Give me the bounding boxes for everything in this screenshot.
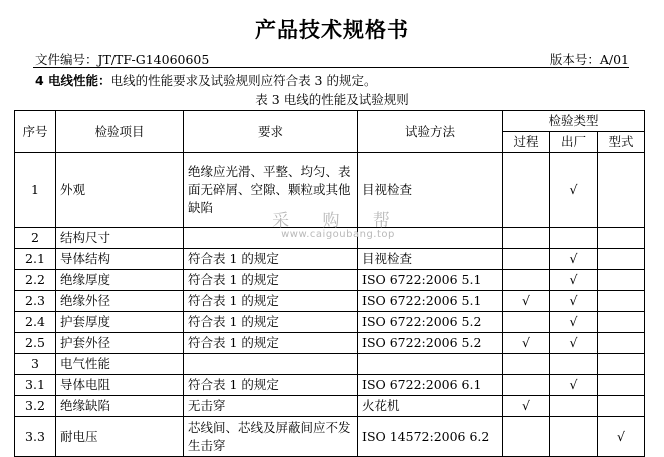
cell-seq: 3.1 xyxy=(15,375,56,396)
header-seq: 序号 xyxy=(15,111,56,153)
cell-item: 电气性能 xyxy=(56,354,184,375)
document-title: 产品技术规格书 xyxy=(255,18,409,42)
cell-method: ISO 6722:2006 5.2 xyxy=(358,312,503,333)
cell-requirement: 符合表 1 的规定 xyxy=(184,270,358,291)
cell-item: 外观 xyxy=(56,153,184,228)
header-process: 过程 xyxy=(503,132,550,153)
cell-factory: √ xyxy=(550,291,598,312)
cell-seq: 2 xyxy=(15,228,56,249)
header-requirement: 要求 xyxy=(184,111,358,153)
header-inspection-type: 检验类型 xyxy=(503,111,645,132)
cell-model xyxy=(598,153,645,228)
header-divider xyxy=(33,67,629,68)
table-row xyxy=(15,417,645,457)
cell-factory: √ xyxy=(550,270,598,291)
cell-model: √ xyxy=(598,417,645,457)
table-row xyxy=(15,354,645,375)
version-number: 版本号：A/01 xyxy=(549,52,629,67)
header-factory: 出厂 xyxy=(550,132,598,153)
table-header-row xyxy=(15,111,645,132)
file-number: 文件编号：JT/TF-G14060605 xyxy=(35,52,210,67)
cell-model xyxy=(598,375,645,396)
cell-seq: 3 xyxy=(15,354,56,375)
cell-item: 结构尺寸 xyxy=(56,228,184,249)
cell-factory xyxy=(550,417,598,457)
cell-method: ISO 6722:2006 5.2 xyxy=(358,333,503,354)
cell-model xyxy=(598,354,645,375)
cell-process xyxy=(503,354,550,375)
table-row xyxy=(15,228,645,249)
cell-model xyxy=(598,396,645,417)
cell-seq: 2.2 xyxy=(15,270,56,291)
header-test-method: 试验方法 xyxy=(358,111,503,153)
cell-process xyxy=(503,270,550,291)
cell-item: 绝缘厚度 xyxy=(56,270,184,291)
cell-item: 护套外径 xyxy=(56,333,184,354)
cell-item: 护套厚度 xyxy=(56,312,184,333)
cell-requirement: 符合表 1 的规定 xyxy=(184,249,358,270)
cell-process: √ xyxy=(503,396,550,417)
cell-requirement: 符合表 1 的规定 xyxy=(184,291,358,312)
cell-requirement: 绝缘应光滑、平整、均匀、表面无碎屑、空隙、颗粒或其他缺陷 xyxy=(184,153,358,228)
spec-table xyxy=(14,110,645,457)
cell-method xyxy=(358,228,503,249)
cell-seq: 1 xyxy=(15,153,56,228)
table-row xyxy=(15,375,645,396)
section-text: 电线的性能要求及试验规则应符合表 3 的规定。 xyxy=(110,73,377,88)
cell-factory: √ xyxy=(550,333,598,354)
table-row xyxy=(15,153,645,228)
cell-requirement: 无击穿 xyxy=(184,396,358,417)
cell-requirement: 芯线间、芯线及屏蔽间应不发生击穿 xyxy=(184,417,358,457)
table-caption: 表 3 电线的性能及试验规则 xyxy=(255,92,409,107)
cell-factory xyxy=(550,354,598,375)
cell-process xyxy=(503,153,550,228)
cell-item: 导体电阻 xyxy=(56,375,184,396)
section-intro xyxy=(35,71,376,89)
watermark-name: 采 购 帮 xyxy=(272,211,404,231)
cell-method: ISO 6722:2006 5.1 xyxy=(358,270,503,291)
cell-method: ISO 6722:2006 6.1 xyxy=(358,375,503,396)
cell-requirement xyxy=(184,354,358,375)
cell-process: √ xyxy=(503,291,550,312)
cell-process: √ xyxy=(503,333,550,354)
cell-factory: √ xyxy=(550,312,598,333)
cell-method: 火花机 xyxy=(358,396,503,417)
cell-seq: 2.3 xyxy=(15,291,56,312)
cell-seq: 3.2 xyxy=(15,396,56,417)
table-row xyxy=(15,333,645,354)
cell-seq: 2.4 xyxy=(15,312,56,333)
table-row xyxy=(15,270,645,291)
cell-model xyxy=(598,228,645,249)
cell-item: 导体结构 xyxy=(56,249,184,270)
cell-model xyxy=(598,312,645,333)
watermark-url: www.caigoubang.top xyxy=(281,229,395,240)
cell-model xyxy=(598,249,645,270)
table-row xyxy=(15,249,645,270)
cell-process xyxy=(503,228,550,249)
cell-process xyxy=(503,417,550,457)
header-model: 型式 xyxy=(598,132,645,153)
cell-model xyxy=(598,333,645,354)
table-row xyxy=(15,396,645,417)
cell-factory xyxy=(550,396,598,417)
cell-requirement: 符合表 1 的规定 xyxy=(184,333,358,354)
header-item: 检验项目 xyxy=(56,111,184,153)
cell-process xyxy=(503,249,550,270)
section-heading: 4 电线性能： xyxy=(35,73,111,88)
cell-method xyxy=(358,354,503,375)
table-row xyxy=(15,312,645,333)
cell-model xyxy=(598,270,645,291)
table-row xyxy=(15,291,645,312)
cell-seq: 2.5 xyxy=(15,333,56,354)
cell-method: 目视检查 xyxy=(358,153,503,228)
cell-process xyxy=(503,312,550,333)
cell-factory: √ xyxy=(550,249,598,270)
cell-item: 绝缘缺陷 xyxy=(56,396,184,417)
cell-requirement: 符合表 1 的规定 xyxy=(184,375,358,396)
cell-method: ISO 14572:2006 6.2 xyxy=(358,417,503,457)
cell-requirement: 符合表 1 的规定 xyxy=(184,312,358,333)
cell-process xyxy=(503,375,550,396)
cell-factory: √ xyxy=(550,153,598,228)
cell-seq: 2.1 xyxy=(15,249,56,270)
cell-item: 绝缘外径 xyxy=(56,291,184,312)
cell-model xyxy=(598,291,645,312)
cell-factory: √ xyxy=(550,375,598,396)
cell-factory xyxy=(550,228,598,249)
cell-method: 目视检查 xyxy=(358,249,503,270)
cell-method: ISO 6722:2006 5.1 xyxy=(358,291,503,312)
cell-seq: 3.3 xyxy=(15,417,56,457)
cell-item: 耐电压 xyxy=(56,417,184,457)
cell-requirement xyxy=(184,228,358,249)
